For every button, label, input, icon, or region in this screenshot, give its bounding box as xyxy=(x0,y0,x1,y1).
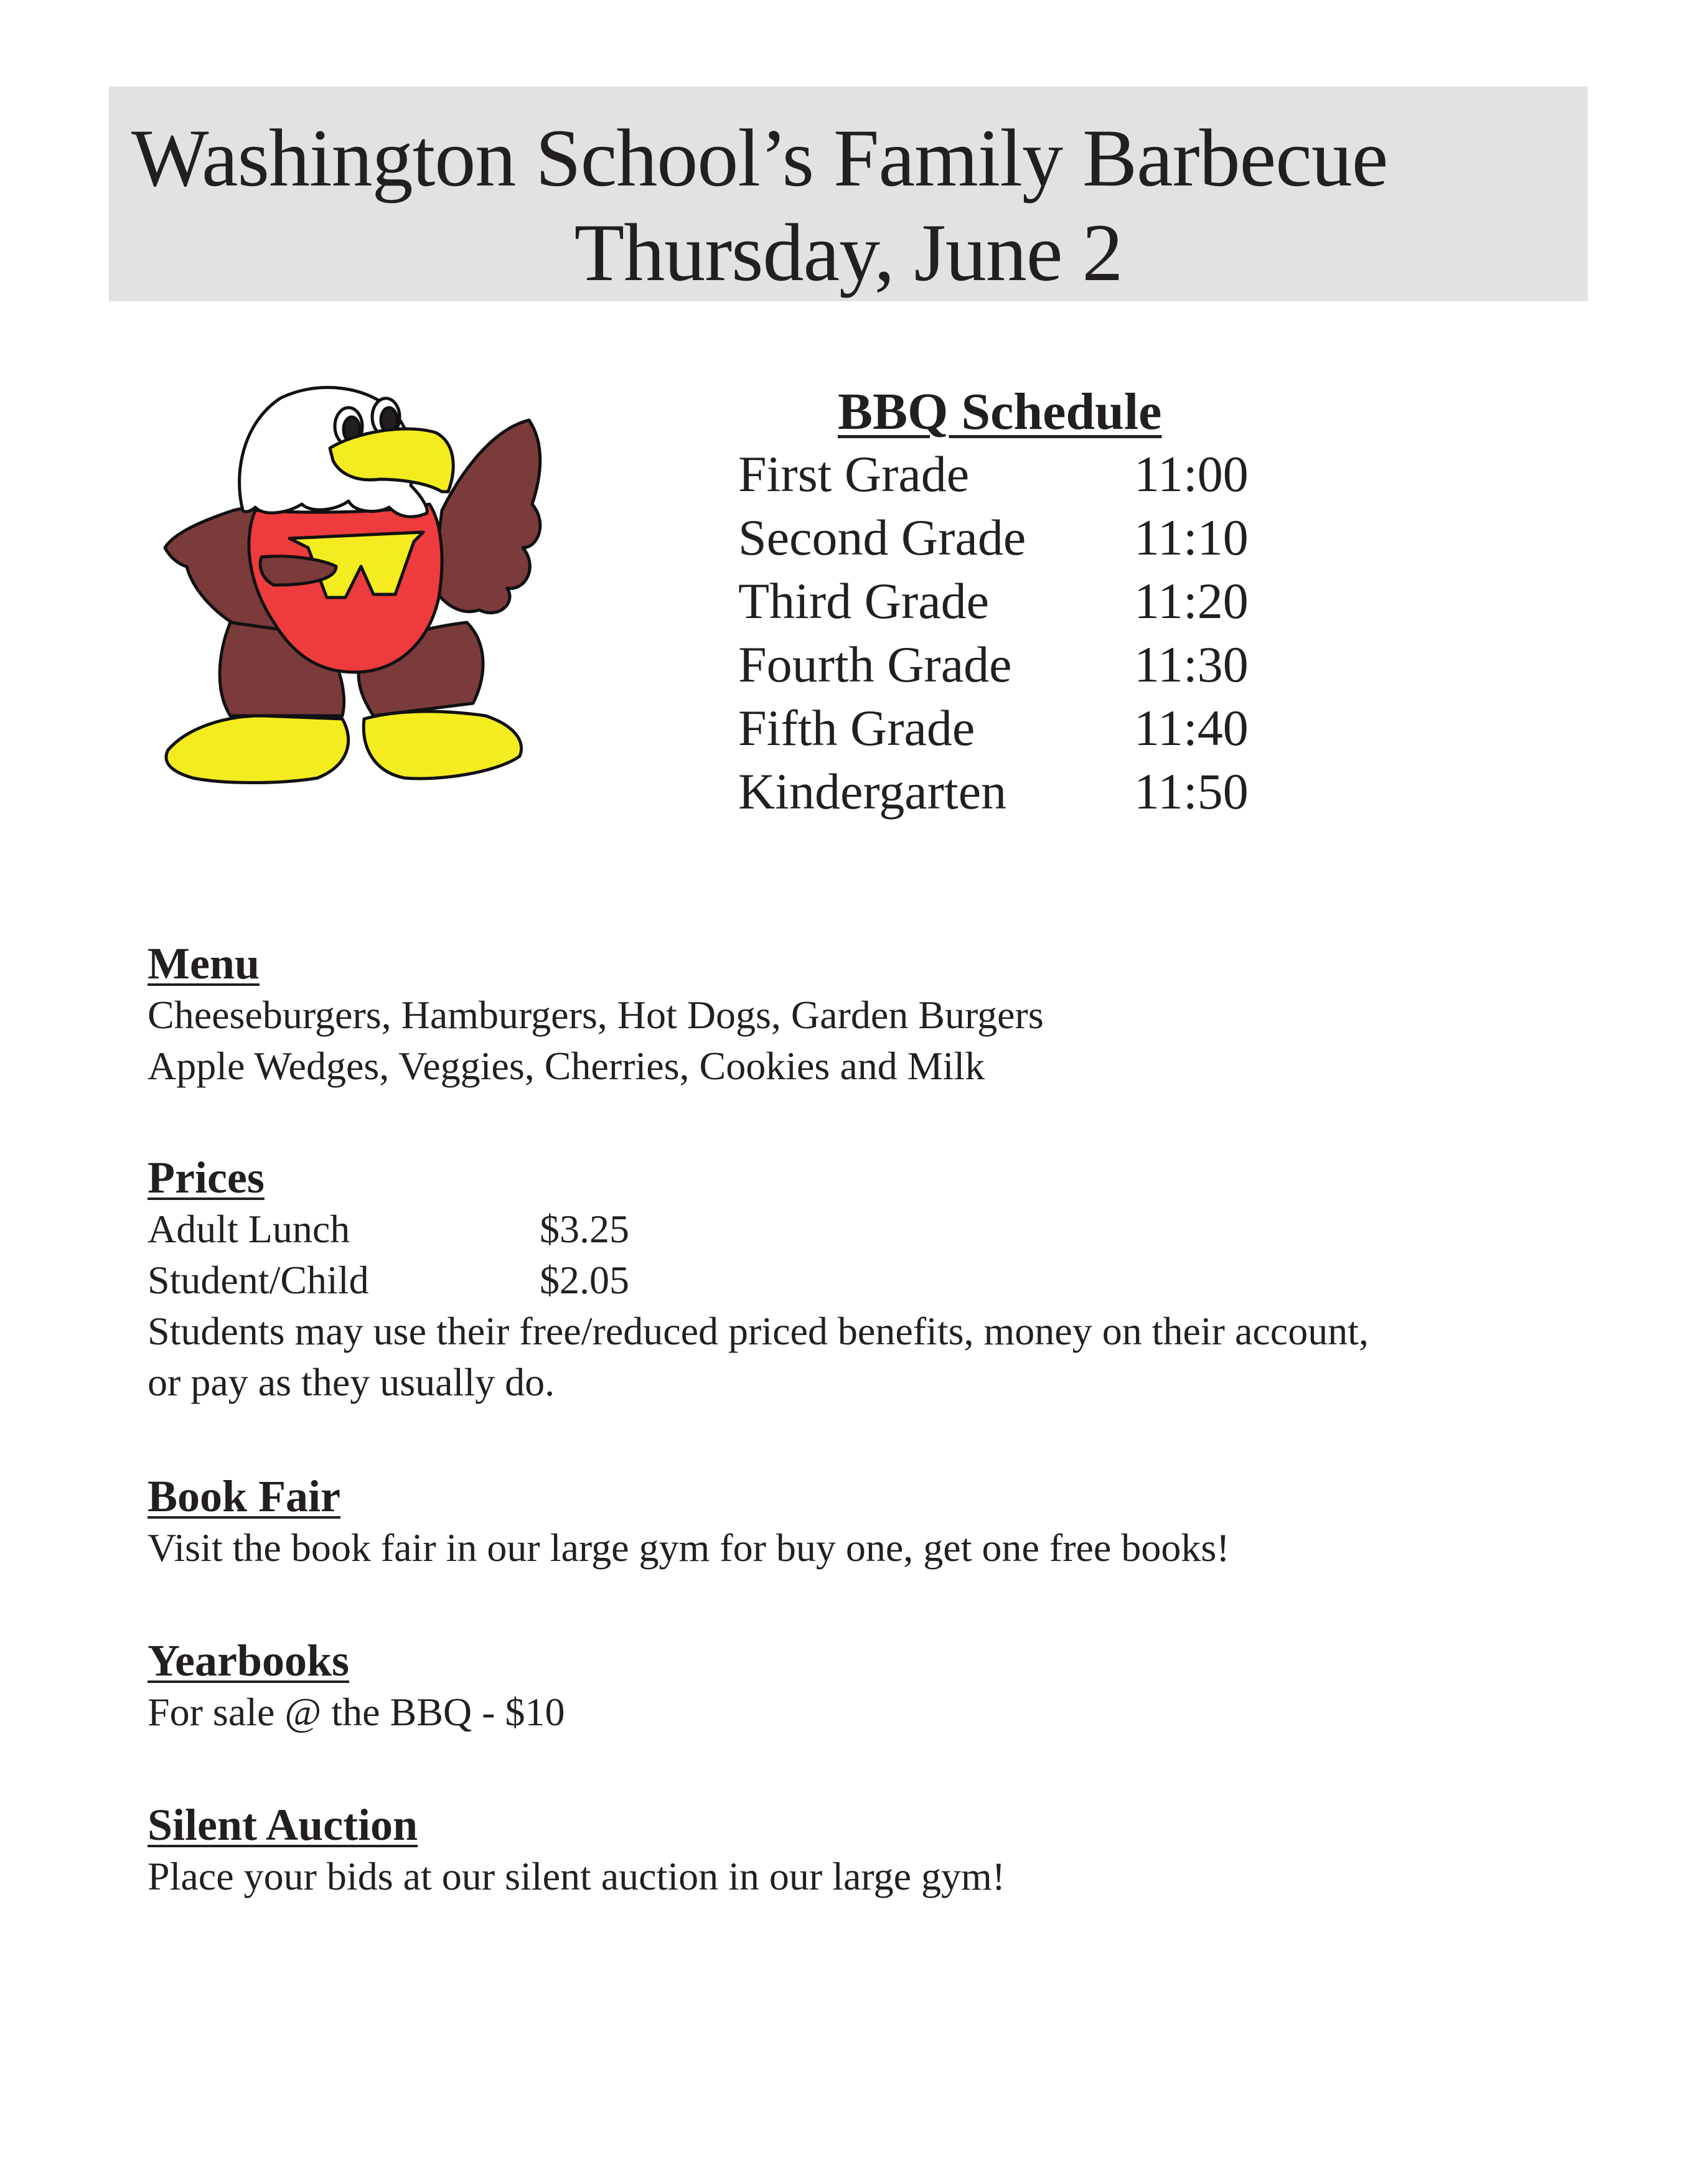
price-amount: $3.25 xyxy=(540,1207,629,1251)
grade-label: Third Grade xyxy=(738,573,989,629)
eagle-mascot-icon xyxy=(149,380,548,896)
yearbooks-section xyxy=(148,1634,565,1738)
grade-time: 11:40 xyxy=(1134,700,1249,756)
grade-label: Fourth Grade xyxy=(738,636,1012,693)
price-label: Adult Lunch xyxy=(148,1207,350,1251)
title-banner xyxy=(109,87,1588,301)
menu-heading: Menu xyxy=(148,939,260,988)
prices-heading: Prices xyxy=(148,1153,265,1202)
price-amount: $2.05 xyxy=(540,1258,629,1302)
silent-auction-text: Place your bids at our silent auction in our large gym! xyxy=(148,1854,1006,1898)
menu-section xyxy=(148,937,1044,1092)
silent-auction-heading: Silent Auction xyxy=(148,1800,418,1850)
price-label: Student/Child xyxy=(148,1258,369,1302)
grade-time: 11:50 xyxy=(1134,763,1249,820)
schedule-heading: BBQ Schedule xyxy=(838,383,1162,441)
price-row xyxy=(148,1255,1369,1306)
page-title: Washington School’s Family Barbecue xyxy=(131,112,1388,204)
grade-time: 11:00 xyxy=(1134,446,1249,502)
grade-label: Kindergarten xyxy=(738,763,1007,820)
prices-note: or pay as they usually do. xyxy=(148,1360,555,1404)
prices-section xyxy=(148,1151,1369,1408)
book-fair-text: Visit the book fair in our large gym for buy one, get one free books! xyxy=(148,1526,1230,1570)
prices-note: Students may use their free/reduced priced benefits, money on their account, xyxy=(148,1309,1369,1353)
price-row xyxy=(148,1204,1369,1255)
yearbooks-heading: Yearbooks xyxy=(148,1636,350,1685)
book-fair-heading: Book Fair xyxy=(148,1471,341,1521)
grade-time: 11:30 xyxy=(1134,636,1249,693)
grade-label: First Grade xyxy=(738,446,970,502)
yearbooks-text: For sale @ the BBQ - $10 xyxy=(148,1690,565,1734)
grade-time: 11:10 xyxy=(1134,509,1249,566)
grade-label: Fifth Grade xyxy=(738,700,975,756)
menu-line: Apple Wedges, Veggies, Cherries, Cookies and Milk xyxy=(148,1044,985,1088)
book-fair-section xyxy=(148,1470,1230,1573)
silent-auction-section xyxy=(148,1799,1005,1902)
menu-line: Cheeseburgers, Hamburgers, Hot Dogs, Garden Burgers xyxy=(148,993,1044,1037)
grade-label: Second Grade xyxy=(738,509,1026,566)
event-date: Thursday, June 2 xyxy=(574,207,1123,298)
grade-time: 11:20 xyxy=(1134,573,1249,629)
